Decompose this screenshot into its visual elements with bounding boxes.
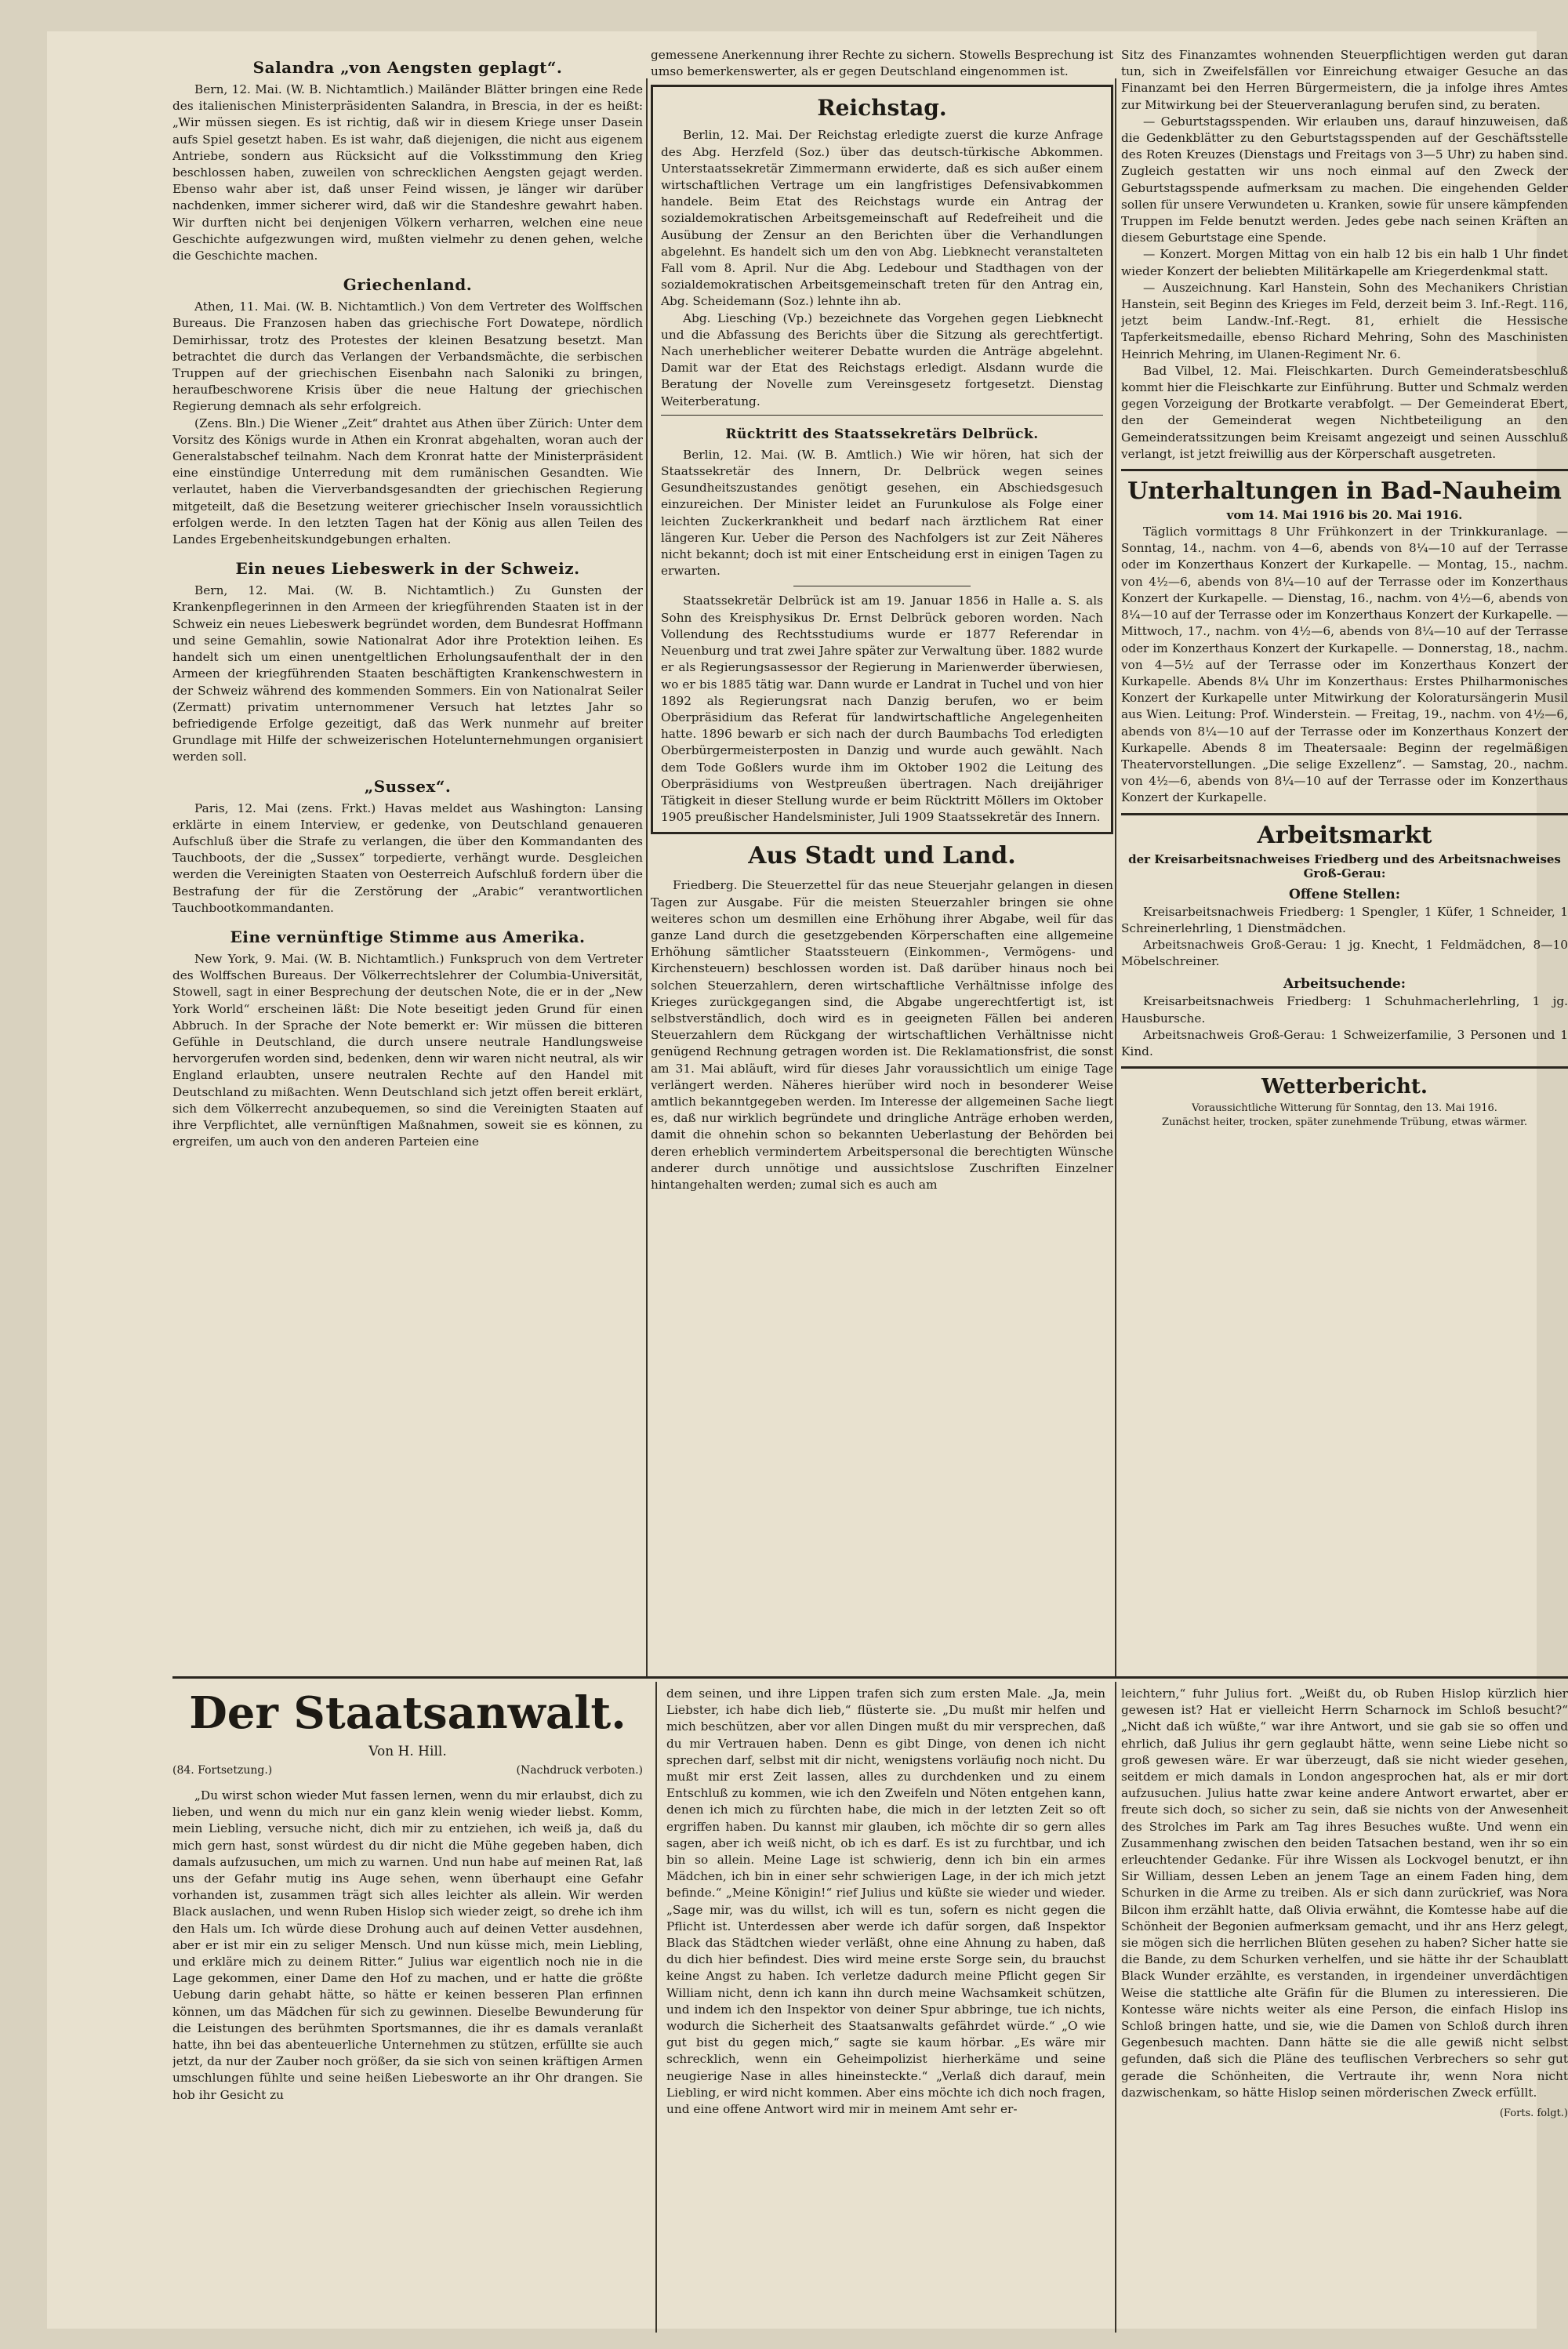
article-heading-salandra: Salandra „von Aengsten geplagt“. [252,58,563,77]
article-body-steuerzettel: Friedberg. Die Steuerzettel für das neue Steuerjahr gelangen in diesen Tagen zur Ausgabe. Für die meisten Steuerzahler bringen sie ohne weiteres schon um desmillen eine Erhöhung ihrer Abgabe, weil für das ganze Land durch die gesetzgebenden Körperschaften eine allgemeine Erhöhung sämtlicher Staatssteuern (Einkommen-, Vermögens- und Kirchensteuern) beschlossen worden ist. Daß darüber hinaus noch bei solchen Steuerzahlern, deren wirtschaftliche Verhältnisse infolge des Krieges zurückgegangen sind, die Abgabe ungerechtfertigt ist, ist selbstverständlich, doch wird es in geeigneten Fällen bei anderen Steuerzahlern dem Rückgang der wirtschaftlichen Verhältnisse nicht genügend Rechnung getragen worden ist. Die Reklamationsfrist, die sonst am 31. Mai abläuft, wird für dieses Jahr voraussichtlich um einige Tage verlängert werden. Näheres hierüber wird noch in besonderer Weise amtlich bekanntgegeben werden. Im Interesse der allgemeinen Sache liegt es, daß nur wirklich begründete und dringliche Anträge erhoben werden, damit die ohnehin schon so bekannten Ueberlastung der Behörden bei deren erheblich vermindertem Arbeitspersonal die berechtigten Wünsche anderer durch unnötige und aussichtslose Zuschriften Einzelner hintangehalten werden; zumal sich es auch am [651,878,1113,1192]
serial-text-2: dem seinen, und ihre Lippen trafen sich zum ersten Male. „Ja, mein Liebster, ich habe dich lieb,“ flüsterte sie. „Du mußt mir helfen und mich beschützen, aber vor allen Dingen mußt du mir versprechen, daß du mir Vertrauen haben. Denn es gibt Dinge, von denen ich nicht sprechen darf, selbst mit dir nicht, wenigstens vorläufig noch nicht. Du mußt mir erst Zeit lassen, alles zu durchdenken und zu einem Entschluß zu kommen, wie ich den Zweifeln und Nöten entgehen kann, denen ich mich zu fürchten habe, die mich in der letzten Zeit so oft ergriffen haben. Du kannst mir glauben, ich möchte dir so gern alles sagen, aber ich weiß nicht, ob ich es darf. Es ist zu furchtbar, und ich bin so allein. Meine Lage ist schwierig, denn ich bin ein armes Mädchen, ich bin in einer sehr schwierigen Lage, in der ich mich jetzt befinde.“ „Meine Königin!“ rief Julius und küßte sie wieder und wieder. „Sage mir, was du willst, ich will es tun, sofern es nicht gegen die Pflicht ist. Unterdessen aber werde ich dafür sorgen, daß Inspektor Black das Städtchen wieder verläßt, ohne eine Ahnung zu haben, daß du dich hier befindest. Dies wird meine erste Sorge sein, du brauchst keine Angst zu haben. Ich verletze dadurch meine Pflicht gegen Sir William nicht, denn ich kann ihn durch meine Wachsamkeit schützen, und indem ich den Inspektor von deiner Spur abbringe, tue ich nichts, wodurch die Sicherheit des Staatsanwalts gefährdet würde.“ „O wie gut bist du gegen mich,“ sagte sie kaum hörbar. „Es wäre mir schrecklich, wenn ein Geheimpolizist hierherkäme und seine neugierige Nase in alles hineinsteckte.“ „Verlaß dich darauf, mein Liebling, er wird nicht kommen. Aber eins möchte ich dich noch fragen, und eine offene Antwort wird mir in meinem Amt sehr er- [666,1686,1105,2117]
article-body-salandra: Bern, 12. Mai. (W. B. Nichtamtlich.) Mailänder Blätter bringen eine Rede des italienischen Ministerpräsidenten Salandra, in Brescia, in der es heißt: „Wir müssen siegen. Es ist richtig, daß wir in diesem Kriege unser Dasein aufs Spiel gesetzt haben. Es ist wahr, daß diejenigen, die nicht aus eigenem Antriebe, sondern aus Rücksicht auf die Volksstimmung den Krieg beschlossen haben, zuweilen von schrecklichen Aengsten gejagt werden. Ebenso wahr aber ist, daß unser Feind wissen, je länger wir darüber nachdenken, immer sicherer wird, daß wir die Standeshre gewahrt haben. Wir durften nicht bei denjenigen Völkern verharren, welchen eine neue Geschichte aufgezwungen wird, mußten vielmehr zu denen gehen, welche die Geschichte machen. [172,82,643,263]
feuilleton-divider [172,1676,1568,1679]
serial-note: (Nachdruck verboten.) [516,1764,643,1777]
article-body-fleischkarten: Bad Vilbel, 12. Mai. Fleischkarten. Durch Gemeinderatsbeschluß kommt hier die Fleischkarte zur Einführung. Butter und Schmalz werden gegen Vorzeigung der Brotkarte verabfolgt. — Der Gemeinderat Ebert, den der Gemeinderat wegen Nichtbeteiligung an den Gemeinderatssitzungen beim Kreisamt angezeigt und seinen Ausschluß verlangt, ist jetzt freiwillig aus der Körperschaft ausgetreten. [1121,363,1568,461]
serial-column-1 [172,1686,643,2344]
article-heading-sussex: „Sussex“. [364,776,452,796]
article-body-delbrueck-2: Staatssekretär Delbrück ist am 19. Januar 1856 in Halle a. S. als Sohn des Kreisphysikus Dr. Ernst Delbrück geboren worden. Nach Vollendung des Rechtsstudiums wurde er 1877 Referendar in Neuenburg und trat zwei Jahre später zur Verwaltung über. 1882 wurde er als Regierungsassessor der Regierung in Marienwerder überwiesen, wo er bis 1885 tätig war. Dann wurde er Landrat in Tuchel und von hier 1892 als Regierungsrat nach Danzig berufen, wo er beim Oberpräsidium das Referat für landwirtschaftliche Angelegenheiten hatte. 1896 bewarb er sich nach der durch Baumbachs Tod erledigten Oberbürgermeisterposten in Danzig und wurde auch gewählt. Nach dem Tode Goßlers wurde ihm im Oktober 1902 die Leitung des Oberpräsidiums von Westpreußen übertragen. Nach dreijähriger Tätigkeit in dieser Stellung wurde er beim Rücktritt Möllers im Oktober 1905 preußischer Handelsminister, Juli 1909 Staatssekretär des Innern. [661,594,1103,825]
article-body-reichstag-2: Abg. Liesching (Vp.) bezeichnete das Vorgehen gegen Liebknecht und die Abfassung des Berichts über die Sitzung als gerechtfertigt. Nach unerheblicher weiterer Debatte wurden die Anträge abgelehnt. Damit war der Etat des Reichstags erledigt. Alsdann wurde die Beratung der Novelle zum Vereinsgesetz fortgesetzt. Dienstag Weiterberatung. [661,310,1103,408]
column-divider [646,78,648,1678]
article-body-griechenland-2: (Zens. Bln.) Die Wiener „Zeit“ drahtet aus Athen über Zürich: Unter dem Vorsitz des Königs wurde in Athen ein Kronrat abgehalten, woran auch der Generalstabschef teilnahm. Nach dem Kronrat hatte der Ministerpräsident eine einstündige Unterredung mit dem rumänischen Gesandten. Wie verlautet, haben die Vierverbandsgesandten der griechischen Regierung mitgeteilt, daß die Besetzung weiterer griechischer Inseln voraussichtlich erfolgen werde. In den letzten Tagen hat der König aus allen Teilen des Landes Ergebenheitskundgebungen erhalten. [172,416,643,547]
serial-text-3: leichtern,“ fuhr Julius fort. „Weißt du, ob Ruben Hislop kürzlich hier gewesen ist? Hat er vielleicht Herrn Scharnock im Schloß besucht?“ „Nicht daß ich wüßte,“ war ihre Antwort, und sie gab sie so offen und ehrlich, daß Julius ihr gern geglaubt hätte, wenn seine Liebe nicht so groß gewesen wäre. Er war überzeugt, daß sie nicht wieder gesehen, seitdem er mich damals in London angesprochen hat, als er mir dort aufzusuchen. Julius hatte zwar keine andere Antwort erwartet, aber er freute sich doch, so sicher zu sein, daß sie nichts von der Anwesenheit des Strolches im Park am Tag ihres Besuches wußte. Und wenn ein Zusammenhang zwischen den beiden Tatsachen bestand, wen ihr so ein erleuchtender Gedanke. Für ihre Wissen als Lockvogel benutzt, er ihn Sir William, dessen Leben an jenem Tage an einem Faden hing, dem Schurken in die Arme zu treiben. Als er sich dann zurückrief, was Nora Bilcon ihm erzählt hatte, daß Olivia erwähnt, die Komtesse habe auf die Schönheit der Begonien aufmerksam gemacht, und ihr ans Herz gelegt, sie mögen sich die herrlichen Blüten gesehen zu haben? Sicher hatte sie die Bande, zu dem Schurken verhelfen, und sie hätte ihr der Schaublatt Black Wunder erzählte, es verstanden, in irgendeiner unverdächtigen Weise die stattliche alte Gräfin für die Blumen zu interessieren. Die Kontesse wäre nichts weiter als eine Person, die einfach Hislop ins Schloß bringen hatte, und sie, wie die Damen von Schloß durch ihren Gegenbesuch machten. Dann hätte sie die alle gewiß nicht selbst gefunden, daß sich die Pläne des teuflischen Verbrechers so sehr gut gerade die Schönheiten, die Vertraute ihr, wenn Nora nicht dazwischenkam, so hätte Hislop seinen mörderischen Zweck erfüllt. [1121,1686,1568,2100]
column-1 [172,47,643,1670]
newspaper-page [47,31,1568,2329]
offene-stellen-friedberg: Kreisarbeitsnachweis Friedberg: 1 Spengler, 1 Küfer, 1 Schneider, 1 Schreinerlehrling, 1 Dienstmädchen. [1121,904,1568,935]
serial-continued: (Forts. folgt.) [1499,2108,1568,2120]
arbeitsmarkt-subheading: der Kreisarbeitsnachweises Friedberg und des Arbeitsnachweises Groß-Gerau: [1128,851,1561,880]
article-heading-schweiz: Ein neues Liebeswerk in der Schweiz. [235,559,580,579]
arbeitsuchende-heading: Arbeitsuchende: [1283,976,1406,993]
column-2 [651,47,1113,1670]
section-heading-stadt-land: Aus Stadt und Land. [748,842,1016,870]
article-body-sussex: Paris, 12. Mai (zens. Frkt.) Havas meldet aus Washington: Lansing erklärte in einem Interview, er gedenke, von Deutschland genaueren Aufschluß über die Strafe zu verlangen, die über den Kommandanten des Tauchboots, der die „Sussex“ torpedierte, verhängt wurde. Desgleichen werden die Vereinigten Staaten von Oesterreich Aufschluß fordern über die Bestrafung der für die Zerstörung der „Arabic“ verantwortlichen Tauchbootkommandanten. [172,801,643,915]
serial-byline [172,1764,643,1777]
divider [661,415,1103,416]
offene-stellen-gross-gerau: Arbeitsnachweis Groß-Gerau: 1 jg. Knecht, 1 Feldmädchen, 8—10 Möbelschreiner. [1121,937,1568,969]
article-body-griechenland-1: Athen, 11. Mai. (W. B. Nichtamtlich.) Von dem Vertreter des Wolffschen Bureaus. Die Franzosen haben das griechische Fort Dowatepe, nördlich Demirhissar, trotz des Protestes der kleinen Besatzung besetzt. Man betrachtet die durch das Verlangen der Verbandsmächte, die serbischen Truppen auf der griechischen Eisenbahn nach Saloniki zu bringen, heraufbeschworene Krisis über die neue Haltung der griechischen Regierung demnach als sehr erfolgreich. [172,300,643,414]
divider [1121,813,1568,815]
offene-stellen-heading: Offene Stellen: [1289,886,1400,902]
divider [1121,469,1568,471]
article-heading-reichstag: Reichstag. [817,95,947,122]
column-divider [1115,1682,1116,2333]
article-heading-amerika: Eine vernünftige Stimme aus Amerika. [230,927,586,946]
arbeitsuchende-gross-gerau: Arbeitsnachweis Groß-Gerau: 1 Schweizerfamilie, 3 Personen und 1 Kind. [1121,1027,1568,1058]
nauheim-heading: Unterhaltungen in Bad-Nauheim [1127,477,1562,506]
serial-part: (84. Fortsetzung.) [172,1764,273,1777]
article-body-stowell-end: gemessene Anerkennung ihrer Rechte zu sichern. Stowells Besprechung ist umso bemerkenswerter, als er gegen Deutschland eingenommen ist. [651,48,1113,79]
article-body-auszeichnung: — Auszeichnung. Karl Hanstein, Sohn des Mechanikers Christian Hanstein, seit Beginn des Krieges im Feld, derzeit beim 3. Inf.-Regt. 116, jetzt beim Landw.-Inf.-Regt. 81, erhielt die Hessische Tapferkeitsmedaille, ebenso Richard Mehring, Sohn des Maschinisten Heinrich Mehring, im Ulanen-Regiment Nr. 6. [1121,280,1568,361]
serial-text-1: „Du wirst schon wieder Mut fassen lernen, wenn du mir erlaubst, dich zu lieben, und wenn du mich nur ein ganz klein wenig wieder liebst. Komm, mein Liebling, versuche nicht, dich mir zu entziehen, ich weiß ja, daß du mich gern hast, sonst würdest du dir nicht die Mühe gegeben haben, dich damals aufzusuchen, um mich zu warnen. Und nun habe auf meinen Rat, laß uns der Gefahr mutig ins Auge sehen, wenn überhaupt eine Gefahr vorhanden ist, zusammen trägt sich alles leichter als allein. Wir werden Black auslachen, und wenn Ruben Hislop sich wieder zeigt, so drehe ich ihm den Hals um. Ich würde diese Drohung auch auf deinen Vetter ausdehnen, aber er ist mir ein zu seliger Mensch. Und nun küsse mich, mein Liebling, und erkläre mich zu deinem Ritter.“ Julius war eigentlich noch nie in die Lage gekommen, einer Dame den Hof zu machen, und er hatte die größte Uebung darin gehabt hätte, so hätte er keinen besseren Plan erfinnen können, um das Mädchen für sich zu gewinnen. Dieselbe Bewunderung für die Leistungen des berühmten Sportsmannes, die ihr es damals veranlaßt hatte, ihn bei das abenteuerliche Unternehmen zu stützen, erfüllte sie auch jetzt, da nur der Zauber noch größer, da sie sich von seinen kräftigen Armen umschlungen fühlte und seine heißen Liebesworte an ihr Ohr drangen. Sie hob ihr Gesicht zu [172,1788,643,2102]
article-heading-delbrueck: Rücktritt des Staatssekretärs Delbrück. [725,426,1039,442]
article-body-amerika: New York, 9. Mai. (W. B. Nichtamtlich.) Funkspruch von dem Vertreter des Wolffschen Bureaus. Der Völkerrechtslehrer der Columbia-Universität, Stowell, sagt in einer Besprechung der deutschen Note, die er in der „New York World“ erscheinen läßt: Die Note beseitigt jeden Grund für einen Abbruch. In der Sprache der Note bemerkt er: Wir müssen die bitteren Gefühle in Deutschland, die durch unsere neutrale Handlungsweise hervorgerufen worden sind, bedenken, denn wir waren nicht neutral, als wir England erlaubten, unsere neutralen Rechte auf den Handel mit Deutschland zu mißachten. Wenn Deutschland sich jetzt offen bereit erklärt, sich dem Völkerrecht anzubequemen, so sind die Vereinigten Staaten auf ihre Verpflichtet, alle vernünftigen Maßnahmen, soweit sie es können, zu ergreifen, um auch von den anderen Parteien eine [172,951,643,1149]
nauheim-program: Täglich vormittags 8 Uhr Frühkonzert in der Trinkkuranlage. — Sonntag, 14., nachm. von 4—6, abends von 8¼—10 auf der Terrasse oder im Konzerthaus Konzert der Kurkapelle. — Montag, 15., nachm. von 4½—6, abends von 8¼—10 auf der Terrasse oder im Konzerthaus Konzert der Kurkapelle. — Dienstag, 16., nachm. von 4½—6, abends von 8¼—10 auf der Terrasse oder im Konzerthaus Konzert der Kurkapelle. — Mittwoch, 17., nachm. von 4½—6, abends von 8¼—10 auf der Terrasse oder im Konzerthaus Konzert der Kurkapelle. — Donnerstag, 18., nachm. von 4—5½ auf der Terrasse oder im Konzerthaus Konzert der Kurkapelle. Abends 8¼ Uhr im Konzerthaus: Erstes Philharmonisches Konzert der Kurkapelle unter Mitwirkung der Koloratursängerin Musil aus Wien. Leitung: Prof. Winderstein. — Freitag, 19., nachm. von 4½—6, abends von 8¼—10 auf der Terrasse oder im Konzerthaus Konzert der Kurkapelle. Abends 8 im Theatersaale: Beginn der regelmäßigen Theatervorstellungen. „Die selige Exzellenz“. — Samstag, 20., nachm. von 4½—6, abends von 8¼—10 auf der Terrasse oder im Konzerthaus Konzert der Kurkapelle. [1121,525,1568,805]
divider [1121,1066,1568,1069]
article-heading-griechenland: Griechenland. [343,275,473,295]
column-3 [1121,47,1568,1670]
serial-column-3 [1121,1686,1568,2344]
article-body-geburtstag: — Geburtstagsspenden. Wir erlauben uns, darauf hinzuweisen, daß die Gedenkblätter zu den Geburtstagsspenden auf der Geschäftsstelle des Roten Kreuzes (Dienstags und Freitags von 3—5 Uhr) zu haben sind. Zugleich gestatten wir uns noch einmal auf den Zweck der Geburtstagsspende aufmerksam zu machen. Die eingehenden Gelder sollen für unsere Verwundeten u. Kranken, sowie für unsere kämpfenden Truppen im Felde benutzt werden. Jedes gebe nach seinen Kräften an diesem Geburtstage eine Spende. [1121,114,1568,245]
article-body-konzert: — Konzert. Morgen Mittag von ein halb 12 bis ein halb 1 Uhr findet wieder Konzert der beliebten Militärkapelle am Kriegerdenkmal statt. [1121,247,1568,278]
article-body-steuer-end: Sitz des Finanzamtes wohnenden Steuerpflichtigen werden gut daran tun, sich in Zweifelsfällen vor Einreichung etwaiger Gesuche an das Finanzamt bei den Herren Bürgermeistern, die ja infolge ihres Amtes zur Mitwirkung bei der Steuerveranlagung berufen sind, zu beraten. [1121,48,1568,112]
column-divider [1115,78,1116,1678]
column-divider [655,1682,657,2333]
arbeitsuchende-friedberg: Kreisarbeitsnachweis Friedberg: 1 Schuhmacherlehrling, 1 jg. Hausbursche. [1121,994,1568,1026]
serial-title: Der Staatsanwalt. [189,1687,626,1739]
wetter-forecast: Zunächst heiter, trocken, später zunehmende Trübung, etwas wärmer. [1162,1116,1527,1129]
wetter-heading: Wetterbericht. [1261,1075,1428,1099]
article-body-reichstag-1: Berlin, 12. Mai. Der Reichstag erledigte zuerst die kurze Anfrage des Abg. Herzfeld (Soz.) über das deutsch-türkische Abkommen. Unterstaatssekretär Zimmermann erwiderte, daß es sich außer einem wirtschaftlichen Vertrage um ein langfristiges Defensivabkommen handele. Beim Etat des Reichstags wurde ein Antrag der sozialdemokratischen Arbeitsgemeinschaft auf Redefreiheit und die Ausübung der Zensur an den Berichten über die Verhandlungen abgelehnt. Es handelt sich um den von Abg. Liebknecht veranstalteten Fall vom 8. April. Nur die Abg. Ledebour und Stadthagen von der sozialdemokratischen Arbeitsgemeinschaft treten für den Antrag ein, Abg. Scheidemann (Soz.) lehnte ihn ab. [661,128,1103,309]
serial-column-2 [666,1686,1105,2344]
article-body-delbrueck-1: Berlin, 12. Mai. (W. B. Amtlich.) Wie wir hören, hat sich der Staatssekretär des Innern, Dr. Delbrück wegen seines Gesundheitszustandes genötigt gesehen, ein Abschiedsgesuch einzureichen. Der Minister leidet an Furunkulose als Folge einer leichten Zuckerkrankheit und bedarf nach ärztlichem Rat einer längeren Kur. Ueber die Person des Nachfolgers ist zur Zeit Näheres nicht bekannt; doch ist mit einer Entscheidung erst in einigen Tagen zu erwarten. [661,447,1103,579]
nauheim-dates: vom 14. Mai 1916 bis 20. Mai 1916. [1226,508,1463,523]
article-body-schweiz: Bern, 12. Mai. (W. B. Nichtamtlich.) Zu Gunsten der Krankenpflegerinnen in den Armeen der kriegführenden Staaten ist in der Schweiz ein neues Liebeswerk begründet worden, dem Bundesrat Hoffmann und seine Gemahlin, sowie Nationalrat Ador ihre Protektion leihen. Es handelt sich um einen unentgeltlichen Erholungsaufenthalt der in den Armeen der kriegführenden Staaten beschäftigten Krankenschwestern in der Schweiz während des kommenden Sommers. Ein von Nationalrat Seiler (Zermatt) privatim unternommener Versuch hat letztes Jahr so befriedigende Erfolge gezeitigt, daß das Werk nunmehr auf breiter Grundlage mit Hilfe der schweizerischen Hotelunternehmungen organisiert werden soll. [172,583,643,764]
wetter-date: Voraussichtliche Witterung für Sonntag, den 13. Mai 1916. [1192,1102,1497,1115]
serial-author: Von H. Hill. [368,1744,447,1759]
arbeitsmarkt-heading: Arbeitsmarkt [1257,821,1432,849]
reichstag-box [651,85,1113,834]
